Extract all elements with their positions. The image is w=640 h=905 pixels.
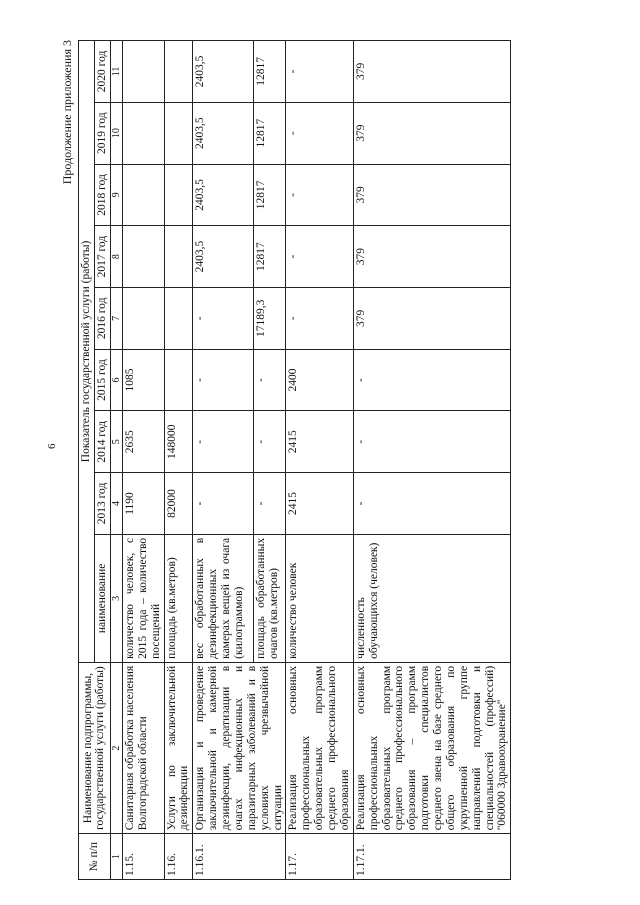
row-value: - [286, 41, 353, 103]
header-year: 2016 год [94, 287, 110, 349]
row-value [164, 226, 193, 288]
header-year: 2020 год [94, 41, 110, 103]
row-name: Организация и проведение заключительной и камерной дезинфекции, дератизации в очагах инфекционных и паразитарных заболеваний и в условиях чрезвычайной ситуации [193, 662, 286, 833]
row-indicator: численность обучающихся (человек) [353, 534, 511, 662]
row-value: - [254, 473, 286, 535]
row-name: Услуги по заключительной дезинфекции [164, 662, 193, 833]
row-value [164, 164, 193, 226]
page-number: 6 [46, 443, 58, 449]
row-value [122, 102, 164, 164]
column-number: 3 [110, 534, 122, 662]
table-row [164, 41, 193, 880]
rotated-page [60, 40, 600, 880]
row-value [164, 287, 193, 349]
header-name: Наименование подпрограммы, государственной услуги (работы) [79, 662, 111, 833]
row-value: 12817 [254, 226, 286, 288]
row-value: 379 [353, 41, 511, 103]
column-number: 10 [110, 102, 122, 164]
header-year: 2017 год [94, 226, 110, 288]
row-value: 2403,5 [193, 102, 254, 164]
row-value: 379 [353, 226, 511, 288]
row-value [122, 226, 164, 288]
header-year: 2015 год [94, 349, 110, 411]
row-value [122, 164, 164, 226]
column-number: 5 [110, 411, 122, 473]
row-name: Реализация основных профессиональных образовательных программ среднего профессионального образования – программ подготовки специалистов среднего звена на базе среднего общего образования по укрупненной группе направлений подготовки и специальностей (профессий) "060000 Здравоохранение" [353, 662, 511, 833]
row-value: 12817 [254, 41, 286, 103]
row-value: 17189,3 [254, 287, 286, 349]
row-indicator: вес обработанных в дезинфекционных камерах вещей из очага (килограммов) [193, 534, 254, 662]
row-value: 1085 [122, 349, 164, 411]
row-value: 2403,5 [193, 226, 254, 288]
row-value: 148000 [164, 411, 193, 473]
row-indicator: площадь обработанных очагов (кв.метров) [254, 534, 286, 662]
row-indicator: площадь (кв.метров) [164, 534, 193, 662]
column-number: 6 [110, 349, 122, 411]
row-number: 1.15. [122, 834, 164, 880]
row-value: - [193, 411, 254, 473]
column-number: 7 [110, 287, 122, 349]
row-value: 12817 [254, 102, 286, 164]
row-indicator: количество человек, с 2015 года – количество посещений [122, 534, 164, 662]
row-value: - [193, 287, 254, 349]
row-value: 379 [353, 102, 511, 164]
header-year: 2014 год [94, 411, 110, 473]
row-value: 2635 [122, 411, 164, 473]
row-value [164, 349, 193, 411]
row-number: 1.16.1. [193, 834, 286, 880]
row-value: 12817 [254, 164, 286, 226]
indicators-table [78, 40, 511, 880]
header-year: 2018 год [94, 164, 110, 226]
row-value: 2403,5 [193, 164, 254, 226]
header-num: № п/п [79, 834, 111, 880]
row-number: 1.17. [286, 834, 353, 880]
column-number: 8 [110, 226, 122, 288]
column-number: 1 [110, 834, 122, 880]
table-row [286, 41, 353, 880]
row-value: - [353, 411, 511, 473]
row-value [122, 41, 164, 103]
row-number: 1.16. [164, 834, 193, 880]
column-number: 2 [110, 662, 122, 833]
row-value: - [193, 349, 254, 411]
table-row [193, 41, 254, 880]
row-value: 2415 [286, 473, 353, 535]
row-value: - [286, 226, 353, 288]
row-indicator: количество человек [286, 534, 353, 662]
column-numbers-row [110, 41, 122, 880]
header-year: 2019 год [94, 102, 110, 164]
row-value: - [193, 473, 254, 535]
column-number: 11 [110, 41, 122, 103]
header-indicator-group: Показатель государственной услуги (работы) [79, 41, 95, 663]
row-value: 2400 [286, 349, 353, 411]
row-value: 2403,5 [193, 41, 254, 103]
row-name: Реализация основных профессиональных образовательных программ среднего профессионального образования [286, 662, 353, 833]
row-value [164, 41, 193, 103]
row-name: Санитарная обработка населения Волгоградской области [122, 662, 164, 833]
row-value: - [353, 473, 511, 535]
row-value: 379 [353, 164, 511, 226]
row-value: - [254, 411, 286, 473]
row-value: - [286, 287, 353, 349]
table-row [122, 41, 164, 880]
row-number: 1.17.1. [353, 834, 511, 880]
row-value: - [286, 102, 353, 164]
row-value: - [353, 349, 511, 411]
row-value: - [286, 164, 353, 226]
row-value: - [254, 349, 286, 411]
table-row [353, 41, 511, 880]
header-indicator-name: наименование [94, 534, 110, 662]
row-value: 379 [353, 287, 511, 349]
header-year: 2013 год [94, 473, 110, 535]
continuation-note: Продолжение приложения 3 [60, 40, 74, 185]
column-number: 9 [110, 164, 122, 226]
column-number: 4 [110, 473, 122, 535]
row-value: 1190 [122, 473, 164, 535]
row-value: 2415 [286, 411, 353, 473]
row-value [164, 102, 193, 164]
row-value: 82000 [164, 473, 193, 535]
row-value [122, 287, 164, 349]
